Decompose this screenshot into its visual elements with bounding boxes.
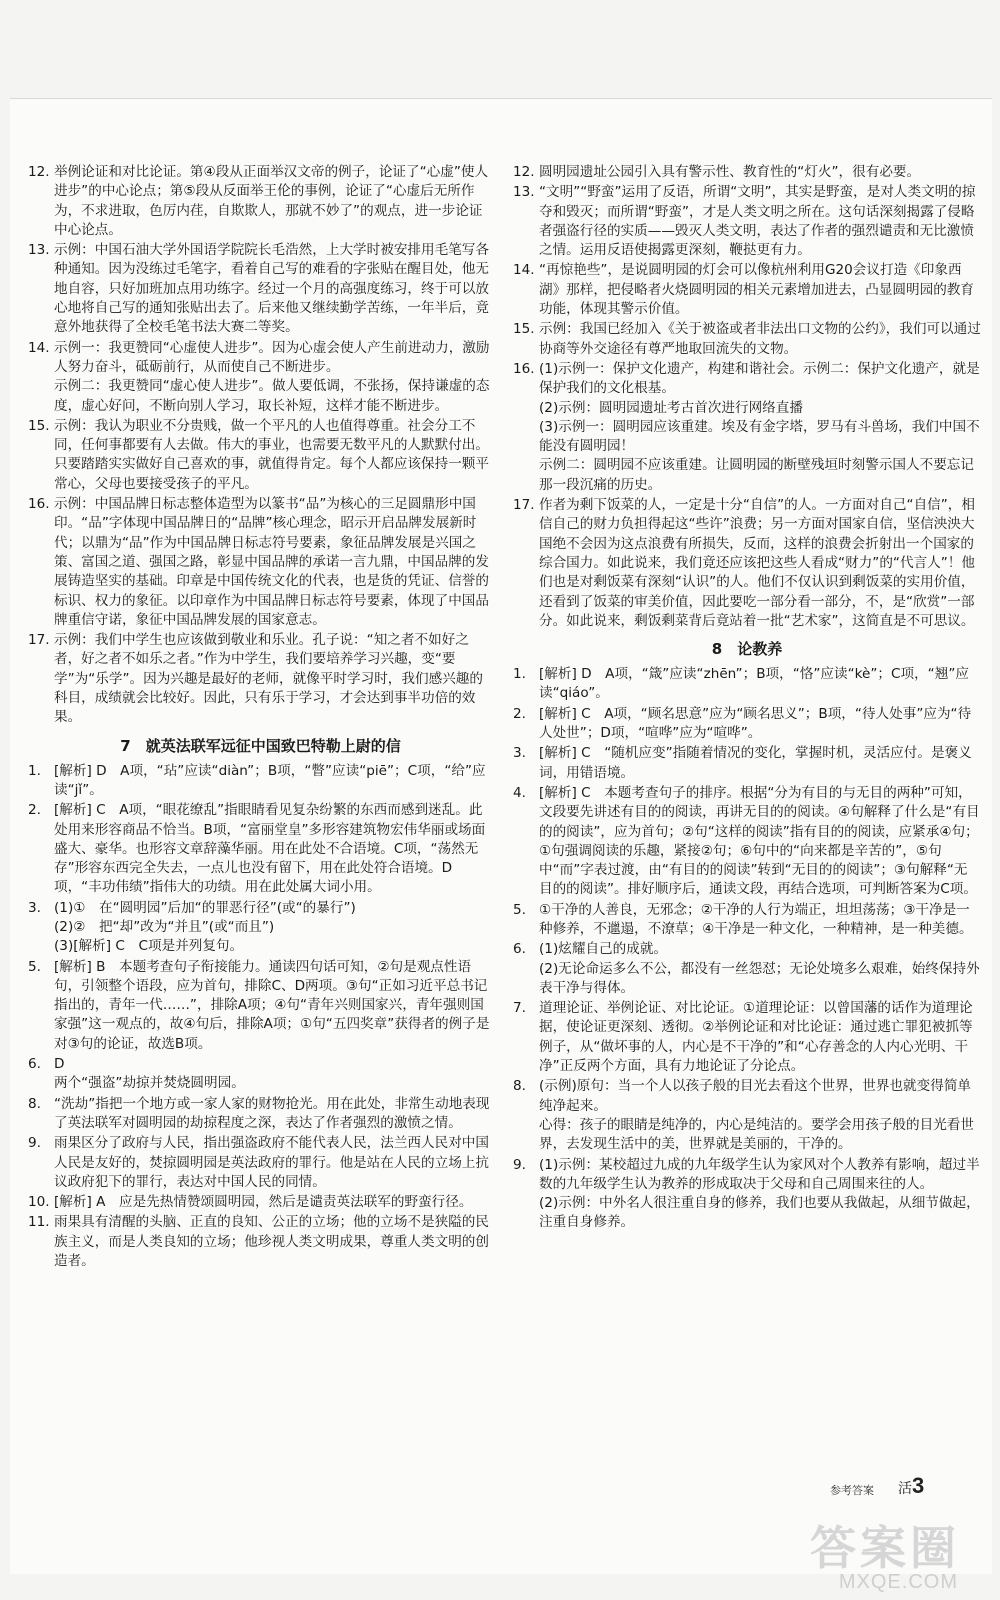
answer-text: 圆明园遗址公园引入具有警示性、教育性的“灯火”，很有必要。	[539, 164, 921, 180]
answer-number: 11.	[28, 1214, 50, 1231]
answer-text: [解析] D A项，“箴”应读“zhēn”；B项，“恪”应读“kè”；C项，“翘”应读“qiáo”。	[539, 666, 969, 702]
answer-text: (1)炫耀自己的成就。	[539, 941, 668, 958]
answer-item	[28, 1213, 493, 1271]
answer-text: [解析] C A项，“顾名思意”应为“顾名思义”；B项，“待人处事”应为“待人处世”；D项，“喧哗”应为“喧哗”。	[539, 705, 972, 742]
watermark-logo: 答案圈	[810, 1521, 960, 1575]
answer-number: 17.	[28, 632, 50, 649]
answer-text: “再惊艳些”，是说圆明园的灯会可以像杭州利用G20会议打造《印象西湖》那样，把侵略者火烧圆明园的相关元素增加进去，凸显圆明园的教育功能，体现其警示价值。	[539, 262, 974, 318]
answer-body	[54, 495, 493, 630]
answer-item	[28, 1095, 493, 1134]
answer-number: 16.	[28, 496, 50, 513]
answer-number: 5.	[513, 901, 526, 918]
answer-number: 9.	[513, 1156, 526, 1173]
footer-label: 参考答案	[830, 1484, 874, 1497]
answer-body	[539, 744, 981, 783]
answer-body	[539, 183, 981, 260]
answer-text: 道理论证、举例论证、对比论证。①道理论证：以曾国藩的话作为道理论据，使论证更深刻、透彻。②举例论证和对比论证：通过逃亡罪犯被抓等例子，从“做坏事的人，内心是不干净的”和“心存善念的人内心光明、干净”正反两个方面，具有力地论证了分论点。	[539, 1000, 973, 1075]
answer-body	[539, 1077, 981, 1154]
answer-body	[54, 631, 493, 727]
answer-body	[539, 163, 981, 182]
answer-item	[28, 801, 493, 897]
answer-text: 作者为剩下饭菜的人，一定是十分“自信”的人。一方面对自己“自信”，相信自己的财力负担得起这“些许”浪费；另一方面对国家自信，坚信泱泱大国绝不会因为这点浪费有所损失，反而，这样的浪费会折射出一个国家的综合国力。如此说来，我们竟还应该把这些人看成“财力”的“代言人”！他们也是对剩饭菜有深刻“认识”的人。他们不仅认识到剩饭菜的实用价值，还看到了饭菜的审美价值，因此要吃一部分看一部分，不，是“欣赏”一部分。如此说来，剩饭剩菜背后竟站着一批“艺术家”，这简直是不可思议。	[539, 497, 975, 629]
answer-item	[28, 899, 493, 957]
answer-number: 7.	[513, 1000, 526, 1017]
right-column	[513, 163, 981, 1234]
answer-body	[54, 417, 493, 494]
answer-number: 12.	[28, 164, 50, 180]
answer-item	[513, 320, 981, 359]
answer-text: (3)[解析] C C项是并列复句。	[54, 938, 244, 955]
answer-text: ①干净的人善良，无邪念；②干净的人行为端正，坦坦荡荡；③干净是一种修养，不邋遢，不潦草；④干净是一种文化，一种精神，是一种美德。	[539, 901, 973, 937]
answer-item	[28, 762, 493, 801]
answer-number: 14.	[28, 339, 50, 356]
answer-text: 示例二：圆明园不应该重建。让圆明园的断壁残垣时刻警示国人不要忘记那一段沉痛的历史。	[539, 457, 974, 493]
answer-number: 9.	[28, 1135, 41, 1152]
answer-item	[513, 705, 981, 744]
answer-item	[28, 495, 493, 630]
answer-item	[28, 1193, 493, 1212]
answer-number: 5.	[28, 958, 41, 975]
answer-body	[54, 1134, 493, 1192]
answer-item	[513, 901, 981, 940]
answer-body	[539, 665, 981, 704]
answer-number: 14.	[513, 262, 535, 279]
answer-text: (2)示例：中外名人很注重自身的修养，我们也要从我做起，从细节做起，注重自身修养。	[539, 1195, 980, 1231]
answer-body	[54, 241, 493, 337]
answer-body	[539, 496, 981, 631]
answer-number: 13.	[28, 242, 50, 259]
answer-item	[513, 360, 981, 495]
answer-text: (2)无论命运多么不公，都没有一丝怨怼；无论处境多么艰难，始终保持外表干净与得体。	[539, 960, 980, 996]
answer-item	[28, 1055, 493, 1094]
answer-item	[28, 1134, 493, 1192]
answer-text: 雨果具有清醒的头脑、正直的良知、公正的立场；他的立场不是狭隘的民族主义，而是人类良知的立场；他珍视人类文明成果，尊重人类文明的创造者。	[54, 1214, 489, 1270]
answer-body	[54, 1055, 493, 1094]
answer-item	[513, 744, 981, 783]
answer-text: 示例：我认为职业不分贵贱，做一个平凡的人也值得尊重。社会分工不同，任何事都要有人去做。伟大的事业，也需要无数平凡的人默默付出。只要踏踏实实做好自己喜欢的事，就值得肯定。每个人都应该保持一颗平常心，父母也要接受孩子的平凡。	[54, 417, 489, 492]
answer-body	[54, 339, 493, 416]
answer-text: “文明”“野蛮”运用了反语，所谓“文明”，其实是野蛮，是对人类文明的掠夺和毁灭；而所谓“野蛮”，才是人类文明之所在。这句话深刻揭露了侵略者强盗行径的实质——毁灭人类文明，表达了作者的强烈谴责和无比激愤之情。运用反语使揭露更深刻，鞭挞更有力。	[539, 184, 976, 259]
answer-item	[28, 339, 493, 416]
answer-text: 举例论证和对比论证。第④段从正面举汉文帝的例子，论证了“心虚”使人进步”的中心论点；第⑤段从反面举王伦的事例，论证了“心虚后无所作为，不求进取，色厉内荏，自欺欺人，那就不妙了”的观点，进一步论证中心论点。	[54, 164, 489, 238]
answer-number: 2.	[28, 802, 41, 819]
answer-item	[513, 999, 981, 1076]
answer-item	[513, 163, 981, 182]
page-prefix: 活	[898, 1481, 912, 1497]
answer-number: 15.	[28, 417, 50, 434]
answer-number: 13.	[513, 184, 535, 201]
left-column	[28, 163, 493, 1272]
answer-body	[539, 1156, 981, 1233]
answer-body	[54, 958, 493, 1054]
answer-item	[28, 241, 493, 337]
answer-item	[28, 958, 493, 1054]
answer-number: 8.	[513, 1078, 526, 1095]
answer-body	[54, 762, 493, 801]
answer-number: 17.	[513, 497, 535, 514]
answer-text: (1)示例：某校超过九成的九年级学生认为家风对个人教养有影响，超过半数的九年级学生认为教养的形成取决于父母和自己周围来往的人。	[539, 1156, 980, 1192]
answer-body	[54, 163, 493, 240]
answer-body	[54, 899, 493, 957]
answer-number: 1.	[28, 762, 41, 779]
answer-item	[513, 183, 981, 260]
answer-number: 10.	[28, 1194, 50, 1211]
answer-number: 1.	[513, 666, 526, 683]
answer-body	[539, 784, 981, 900]
answer-text: 示例二：我更赞同“虚心使人进步”。做人要低调，不张扬，保持谦虚的态度，虚心好问，不断向别人学习，取长补短，这样才能不断进步。	[54, 378, 490, 414]
answer-item	[513, 1077, 981, 1154]
answer-item	[513, 784, 981, 900]
answer-number: 12.	[513, 164, 535, 180]
answer-text: 示例一：我更赞同“心虚使人进步”。因为心虚会使人产生前进动力，激励人努力奋斗，砥砺前行，从而使自己不断进步。	[54, 339, 490, 375]
answer-text: [解析] C “随机应变”指随着情况的变化，掌握时机，灵活应付。是褒义词，用错语境。	[539, 745, 972, 781]
answer-body	[539, 261, 981, 319]
answer-text: [解析] C 本题考查句子的排序。根据“分为有目的与无目的两种”可知，文段要先讲述有目的的阅读，再讲无目的的阅读。④句解释了什么是“有目的的阅读”，应为首句；②句“这样的阅读”指有目的的阅读，应紧承④句；①句强调阅读的乐趣，紧接②句；⑥句中的“向来都是辛苦的”，⑤句中“而”字表过渡，由“有目的的阅读”转到“无目的的阅读”；③句解释“无目的的阅读”。排好顺序后，通读文段，再结合选项，可判断答案为C项。	[539, 784, 980, 898]
answer-number: 8.	[28, 1095, 41, 1112]
answer-text: D	[54, 1056, 65, 1073]
answer-body	[539, 705, 981, 744]
answer-item	[513, 665, 981, 704]
answer-number: 6.	[513, 941, 526, 958]
answer-number: 3.	[28, 899, 41, 916]
answer-number: 6.	[28, 1056, 41, 1073]
answer-text: “洗劫”指把一个地方或一家人家的财物抢光。用在此处，非常生动地表现了英法联军对圆明园的劫掠程度之深，表达了作者强烈的激愤之情。	[54, 1095, 490, 1131]
answer-text: 两个“强盗”劫掠并焚烧圆明园。	[54, 1075, 245, 1092]
answer-text: (1)① 在“圆明园”后加“的罪恶行径”(或“的暴行”)	[54, 899, 356, 916]
answer-body	[54, 1213, 493, 1271]
answer-text: [解析] A 应是先热情赞颂圆明园，然后是谴责英法联军的野蛮行径。	[54, 1194, 473, 1211]
answer-text: (示例)原句：当一个人以孩子般的目光去看这个世界，世界也就变得简单纯净起来。	[539, 1078, 972, 1114]
answer-number: 4.	[513, 784, 526, 801]
answer-text: 心得：孩子的眼睛是纯净的，内心是纯洁的。要学会用孩子般的目光看世界，去发现生活中的美，世界就是美丽的，干净的。	[539, 1116, 974, 1153]
answer-text: (2)② 把“却”改为“并且”(或“而且”)	[54, 918, 275, 935]
answer-item	[513, 940, 981, 998]
answer-text: (3)示例一：圆明园应该重建。埃及有金字塔，罗马有斗兽场，我们中国不能没有圆明园！	[539, 418, 980, 455]
watermark-url: MXQE.COM	[838, 1571, 958, 1593]
section-title: 8 论教养	[711, 640, 783, 659]
answer-item	[28, 163, 493, 240]
answer-body	[539, 901, 981, 940]
answer-item	[28, 417, 493, 494]
answer-text: 示例：中国石油大学外国语学院院长毛浩然，上大学时被安排用毛笔写各种通知。因为没练过毛笔字，看着自己写的难看的字张贴在醒目处，他无地自容，只好加班加点用功练字。经过一个月的高强度练习，终于可以放心地将自己写的通知张贴出去了。后来他又继续勤学苦练，一年半后，竟意外地获得了全校毛笔书法大赛二等奖。	[54, 242, 489, 336]
page-digit: 3	[912, 1473, 925, 1498]
answer-text: 雨果区分了政府与人民，指出强盗政府不能代表人民，法兰西人民对中国人民是友好的，焚掠圆明园是英法政府的罪行。他是站在人民的立场上抗议政府犯下的罪行，表达对中国人民的同情。	[54, 1135, 489, 1190]
answer-text: (1)示例一：保护文化遗产，构建和谐社会。示例二：保护文化遗产，就是保护我们的文化根基。	[539, 360, 980, 397]
answer-number: 2.	[513, 705, 526, 722]
answer-body	[54, 801, 493, 897]
answer-text: 示例：我国已经加入《关于被盗或者非法出口文物的公约》，我们可以通过协商等外交途径有尊严地取回流失的文物。	[539, 321, 981, 357]
answer-body	[54, 1193, 493, 1212]
answer-body	[539, 940, 981, 998]
answer-number: 3.	[513, 745, 526, 762]
answer-body	[539, 360, 981, 495]
answer-body	[54, 1095, 493, 1134]
answer-number: 15.	[513, 321, 535, 338]
answer-item	[28, 631, 493, 727]
answer-number: 16.	[513, 360, 535, 377]
page-number	[898, 1473, 924, 1499]
answer-item	[513, 496, 981, 631]
answer-item	[513, 261, 981, 319]
answer-item	[513, 1156, 981, 1233]
answer-body	[539, 320, 981, 359]
answer-body	[539, 999, 981, 1076]
answer-text: [解析] B 本题考查句子衔接能力。通读四句话可知，②句是观点性语句，引领整个语段，应为首句，排除C、D两项。③句“正如习近平总书记指出的，青年一代……”，排除A项；④句“青年兴则国家兴，青年强则国家强”这一观点的，故④句后，排除A项；①句“五四奖章”获得者的例子是对③句的论证，故选B项。	[54, 958, 490, 1052]
section-title: 7 就英法联军远征中国致巴特勒上尉的信	[120, 736, 401, 755]
answer-text: [解析] D A项，“玷”应读“diàn”；B项，“瞥”应读“piē”；C项，“给”应读“jǐ”。	[54, 762, 486, 798]
answer-text: (2)示例：圆明园遗址考古首次进行网络直播	[539, 399, 803, 416]
answer-text: 示例：中国品牌日标志整体造型为以篆书“品”为核心的三足圆鼎形中国印。“品”字体现中国品牌日的“品牌”核心理念，昭示开启品牌发展新时代；以鼎为“品”作为中国品牌日标志符号要素，象征品牌发展是兴国之策、富国之道、强国之路，彰显中国品牌的承诺一言九鼎，中国品牌的发展铸造坚实的基础。印章是中国传统文化的代表，也是货的凭证、信誉的标识、权力的象征。以印章作为中国品牌日标志符号要素，体现了中国品牌重信守诺，象征中国品牌发展的国家意志。	[54, 496, 489, 628]
answer-text: [解析] C A项，“眼花缭乱”指眼睛看见复杂纷繁的东西而感到迷乱。此处用来形容商品不恰当。B项，“富丽堂皇”多形容建筑物宏伟华丽或场面盛大、豪华。也形容文章辞藻华丽。用在此处不合语境。C项，“荡然无存”形容东西完全失去，一点儿也没有留下，用在此处符合语境。D项，“丰功伟绩”指伟大的功绩。用在此处属大词小用。	[54, 802, 486, 896]
answer-text: 示例：我们中学生也应该做到敬业和乐业。孔子说：“知之者不如好之者，好之者不如乐之者。”作为中学生，我们要培养学习兴趣，变“要学”为“乐学”。因为兴趣是最好的老师，就像平时学习时，我们感兴趣的科目，成绩就会比较好。因此，只有乐于学习，才会达到事半功倍的效果。	[54, 632, 483, 726]
